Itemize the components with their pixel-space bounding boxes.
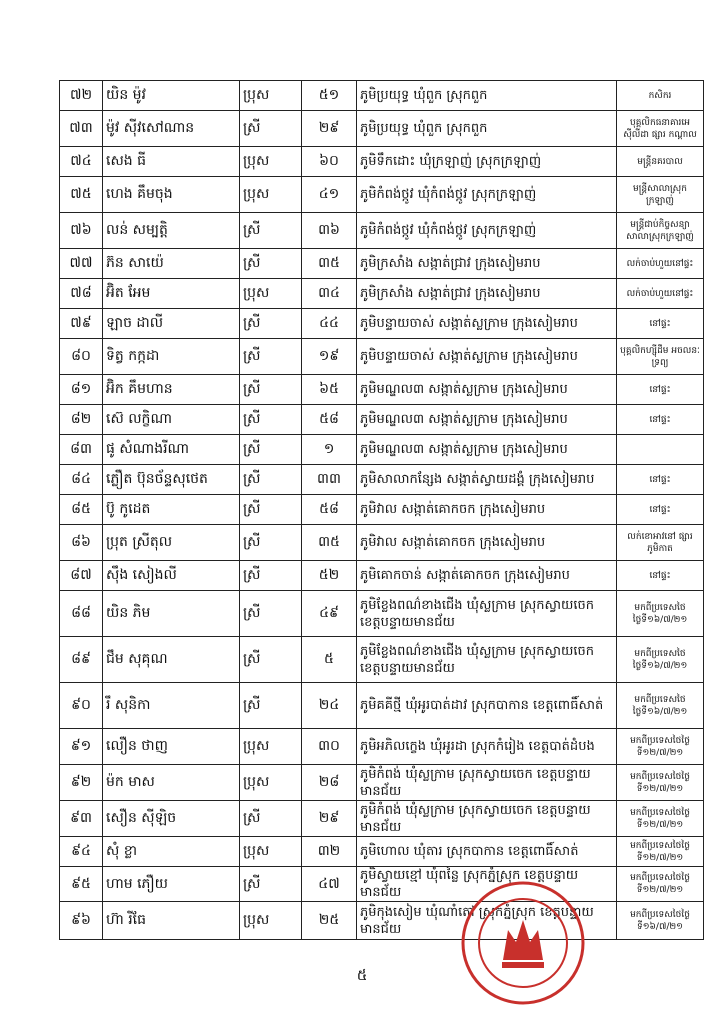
table-row: [60, 375, 704, 405]
person-note: មកពីប្រទេសថៃថ្ងៃ ទី១៦/៧/២១: [617, 902, 704, 940]
table-row: [60, 837, 704, 867]
person-age: ៣៥: [302, 525, 357, 561]
person-age: ១: [302, 435, 357, 465]
person-note: នៅផ្ទះ: [617, 465, 704, 495]
person-address: ភូមិគគីថ្មី ឃុំអូរបាត់ដាវ ស្រុកបាកាន ខេត្តពោធិ៍សាត់: [357, 683, 617, 729]
table-row: [60, 525, 704, 561]
person-note: នៅផ្ទះ: [617, 309, 704, 339]
row-number: ៨០: [60, 339, 103, 375]
row-number: ៧៩: [60, 309, 103, 339]
row-number: ៩៣: [60, 801, 103, 837]
person-name: សឿន ស៊ីឡិច: [103, 801, 240, 837]
person-sex: ស្រី: [240, 405, 302, 435]
person-name: លន់ សម្បត្តិ: [103, 213, 240, 249]
person-address: ភូមិស្វាយខ្មៅ ឃុំពន្លៃ ស្រុកភ្នំស្រុក ខេត្តបន្ទាយមានជ័យ: [357, 867, 617, 902]
row-number: ៨៩: [60, 637, 103, 683]
person-age: ៣៦: [302, 213, 357, 249]
person-sex: ប្រុស: [240, 837, 302, 867]
person-name: ហ៊ា រីធែ: [103, 902, 240, 940]
person-sex: ប្រុស: [240, 279, 302, 309]
person-name: ផូ សំណាងរីណា: [103, 435, 240, 465]
person-age: ២៨: [302, 765, 357, 801]
person-age: ៥: [302, 637, 357, 683]
table-row: [60, 405, 704, 435]
person-name: ស៊េ លក្ខិណា: [103, 405, 240, 435]
table-row: [60, 801, 704, 837]
person-note: នៅផ្ទះ: [617, 405, 704, 435]
person-age: ១៩: [302, 339, 357, 375]
person-name: ប្រុត ស្រីតុល: [103, 525, 240, 561]
table-row: [60, 147, 704, 177]
person-address: ភូមិហោល ឃុំតារ ស្រុកបាកាន ខេត្តពោធិ៍សាត់: [357, 837, 617, 867]
row-number: ៨៣: [60, 435, 103, 465]
row-number: ៧២: [60, 81, 103, 111]
person-note: លក់ចាប់ហួយនៅផ្ទះ: [617, 279, 704, 309]
person-age: ៥៨: [302, 405, 357, 435]
person-age: ៥៨: [302, 495, 357, 525]
person-address: ភូមិមណ្ឌល៣ សង្កាត់ស្លក្រាម ក្រុងសៀមរាប: [357, 405, 617, 435]
row-number: ៨៧: [60, 561, 103, 591]
person-sex: ស្រី: [240, 683, 302, 729]
person-age: ៣២: [302, 837, 357, 867]
table-row: [60, 729, 704, 765]
person-name: ហាម ភឿយ: [103, 867, 240, 902]
person-address: ភូមិខ្លែងពណ៌ខាងជើង ឃុំស្លក្រាម ស្រុកស្វាយចេក ខេត្តបន្ទាយមានជ័យ: [357, 637, 617, 683]
person-note: បុគ្គលិកហ្ស៊ីដឹម អចលនៈទ្រព្យ: [617, 339, 704, 375]
person-name: ម៉ូវ ស៊ីវសៅណាន: [103, 111, 240, 147]
person-note: នៅផ្ទះ: [617, 495, 704, 525]
records-table-container: [59, 80, 700, 940]
person-note: មកពីប្រទេសថៃថ្ងៃ ទី១២/៧/២១: [617, 837, 704, 867]
person-name: ភ្លឿត ប៊ុនច័ន្ទសុថេត: [103, 465, 240, 495]
row-number: ៧៨: [60, 279, 103, 309]
row-number: ៨៤: [60, 465, 103, 495]
person-note: មន្ត្រីជាប់កិច្ចសន្យា សាលាស្រុកក្រឡាញ់: [617, 213, 704, 249]
person-note: មកពីប្រទេសថៃ ថ្ងៃទី១៦/៧/២១: [617, 637, 704, 683]
person-address: ភូមិប្រយុទ្ធ ឃុំពួក ស្រុកពួក: [357, 111, 617, 147]
person-address: ភូមិកំពង់ថ្កូវ ឃុំកំពង់ថ្កូវ ស្រុកក្រឡាញ់: [357, 177, 617, 213]
person-name: យិន ភិម: [103, 591, 240, 637]
row-number: ៩២: [60, 765, 103, 801]
person-note: មកពីប្រទេសថៃថ្ងៃ ទី១២/៧/២១: [617, 765, 704, 801]
records-table: [59, 80, 704, 940]
person-name: ប៊ូ កូដេត: [103, 495, 240, 525]
person-address: ភូមិកុងសៀម ឃុំណាំតៅ ស្រុកភ្នំស្រុក ខេត្តបន្ទាយមានជ័យ: [357, 902, 617, 940]
table-row: [60, 339, 704, 375]
person-name: ម៉ក មាស: [103, 765, 240, 801]
row-number: ៨៦: [60, 525, 103, 561]
person-address: ភូមិកំពង់ថ្កូវ ឃុំកំពង់ថ្កូវ ស្រុកក្រឡាញ់: [357, 213, 617, 249]
person-age: ៤៤: [302, 309, 357, 339]
row-number: ៨១: [60, 375, 103, 405]
person-age: ៥២: [302, 561, 357, 591]
row-number: ៧៦: [60, 213, 103, 249]
table-row: [60, 867, 704, 902]
person-age: ៣៤: [302, 279, 357, 309]
person-sex: ប្រុស: [240, 729, 302, 765]
person-address: ភូមិមណ្ឌល៣ សង្កាត់ស្លក្រាម ក្រុងសៀមរាប: [357, 375, 617, 405]
seal-emblem-base: [502, 962, 544, 968]
official-seal-stamp: [458, 878, 588, 1008]
row-number: ៧៤: [60, 147, 103, 177]
row-number: ៧៥: [60, 177, 103, 213]
person-sex: ស្រី: [240, 867, 302, 902]
person-note: លក់ចាប់ហួយនៅផ្ទះ: [617, 249, 704, 279]
person-sex: ស្រី: [240, 637, 302, 683]
person-age: ២៩: [302, 111, 357, 147]
table-row: [60, 309, 704, 339]
person-note: មកពីប្រទេសថៃថ្ងៃ ទី១២/៧/២១: [617, 801, 704, 837]
person-name: រឹ សុនិកា: [103, 683, 240, 729]
person-sex: ប្រុស: [240, 81, 302, 111]
person-age: ២៩: [302, 801, 357, 837]
person-note: នៅផ្ទះ: [617, 561, 704, 591]
person-name: លឿន ថាញ: [103, 729, 240, 765]
person-note: នៅផ្ទះ: [617, 375, 704, 405]
person-name: សេង ធី: [103, 147, 240, 177]
person-address: ភូមិក្រសាំង សង្កាត់ជ្រាវ ក្រុងសៀមរាប: [357, 279, 617, 309]
table-row: [60, 177, 704, 213]
person-address: ភូមិគោកចាន់ សង្កាត់គោកចក ក្រុងសៀមរាប: [357, 561, 617, 591]
person-address: ភូមិអភិលក្ខេង ឃុំអូរដា ស្រុកកំរៀង ខេត្តបាត់ដំបង: [357, 729, 617, 765]
person-name: ឡាច ដាលី: [103, 309, 240, 339]
person-note: មន្ត្រីសាលាស្រុក ក្រឡាញ់: [617, 177, 704, 213]
person-name: ជឹម សុគុណ: [103, 637, 240, 683]
table-row: [60, 111, 704, 147]
table-row: [60, 435, 704, 465]
person-note: លក់ខោអាវនៅ ផ្សារភូមិកាត: [617, 525, 704, 561]
person-sex: ស្រី: [240, 525, 302, 561]
person-name: យិន ម៉ូវ: [103, 81, 240, 111]
person-sex: ស្រី: [240, 591, 302, 637]
person-note: មកពីប្រទេសថៃថ្ងៃ ទី១២/៧/២១: [617, 729, 704, 765]
table-row: [60, 683, 704, 729]
person-sex: ស្រី: [240, 801, 302, 837]
person-sex: ប្រុស: [240, 177, 302, 213]
row-number: ៩៦: [60, 902, 103, 940]
row-number: ៨២: [60, 405, 103, 435]
person-sex: ស្រី: [240, 495, 302, 525]
person-sex: ស្រី: [240, 111, 302, 147]
row-number: ៧៣: [60, 111, 103, 147]
table-row: [60, 81, 704, 111]
person-age: ២៤: [302, 683, 357, 729]
person-age: ៣៥: [302, 249, 357, 279]
person-age: ៦៥: [302, 375, 357, 405]
person-sex: ស្រី: [240, 249, 302, 279]
person-age: ៤១: [302, 177, 357, 213]
table-row: [60, 765, 704, 801]
person-sex: ប្រុស: [240, 902, 302, 940]
table-row: [60, 561, 704, 591]
person-sex: ស្រី: [240, 213, 302, 249]
person-note: មកពីប្រទេសថៃ ថ្ងៃទី១៦/៧/២១: [617, 591, 704, 637]
person-sex: ស្រី: [240, 435, 302, 465]
person-address: ភូមិប្រយុទ្ធ ឃុំពួក ស្រុកពួក: [357, 81, 617, 111]
page-number: ៥: [356, 966, 368, 984]
row-number: ៩០: [60, 683, 103, 729]
person-note: កសិករ: [617, 81, 704, 111]
table-row: [60, 249, 704, 279]
person-sex: ប្រុស: [240, 147, 302, 177]
table-row: [60, 902, 704, 940]
person-address: ភូមិវាល សង្កាត់គោកចក ក្រុងសៀមរាប: [357, 495, 617, 525]
person-name: អ៊ិត អែម: [103, 279, 240, 309]
person-sex: ស្រី: [240, 309, 302, 339]
person-age: ៣០: [302, 729, 357, 765]
person-age: ៥១: [302, 81, 357, 111]
person-sex: ស្រី: [240, 339, 302, 375]
person-address: ភូមិវាល សង្កាត់គោកចក ក្រុងសៀមរាប: [357, 525, 617, 561]
person-name: ទិត្វ កក្កដា: [103, 339, 240, 375]
person-name: ភ៊ន សាយ៉េ: [103, 249, 240, 279]
person-address: ភូមិខ្លែងពណ៌ខាងជើង ឃុំស្លក្រាម ស្រុកស្វាយចេក ខេត្តបន្ទាយមានជ័យ: [357, 591, 617, 637]
table-row: [60, 591, 704, 637]
person-sex: ស្រី: [240, 375, 302, 405]
table-row: [60, 495, 704, 525]
row-number: ៨៥: [60, 495, 103, 525]
records-table-body: [60, 81, 704, 940]
person-name: ហេង គឹមចុង: [103, 177, 240, 213]
row-number: ៩៥: [60, 867, 103, 902]
row-number: ៨៨: [60, 591, 103, 637]
person-age: ៦០: [302, 147, 357, 177]
person-age: ២៥: [302, 902, 357, 940]
person-address: ភូមិក្រសាំង សង្កាត់ជ្រាវ ក្រុងសៀមរាប: [357, 249, 617, 279]
row-number: ៧៧: [60, 249, 103, 279]
table-row: [60, 465, 704, 495]
row-number: ៩១: [60, 729, 103, 765]
table-row: [60, 279, 704, 309]
table-row: [60, 637, 704, 683]
person-name: សុំ ខ្លា: [103, 837, 240, 867]
person-sex: ប្រុស: [240, 765, 302, 801]
table-row: [60, 213, 704, 249]
person-address: ភូមិកំពង់ ឃុំស្លក្រាម ស្រុកស្វាយចេក ខេត្តបន្ទាយមានជ័យ: [357, 765, 617, 801]
person-note: បុគ្គលិកធនាគារអេស៊ីលីដា ផ្សារ កណ្តាល: [617, 111, 704, 147]
person-sex: ស្រី: [240, 561, 302, 591]
person-note: មកពីប្រទេសថៃថ្ងៃ ទី១២/៧/២១: [617, 867, 704, 902]
person-address: ភូមិសាលាកន្សែង សង្កាត់ស្វាយដង្គំ ក្រុងសៀមរាប: [357, 465, 617, 495]
person-address: ភូមិបន្ទាយចាស់ សង្កាត់ស្លក្រាម ក្រុងសៀមរាប: [357, 339, 617, 375]
person-address: ភូមិទឹកដោះ ឃុំក្រឡាញ់ ស្រុកក្រឡាញ់: [357, 147, 617, 177]
person-note: មកពីប្រទេសថៃ ថ្ងៃទី១៦/៧/២១: [617, 683, 704, 729]
person-address: ភូមិកំពង់ ឃុំស្លក្រាម ស្រុកស្វាយចេក ខេត្តបន្ទាយមានជ័យ: [357, 801, 617, 837]
person-age: ៤៩: [302, 591, 357, 637]
person-note: មន្ត្រីនគរបាល: [617, 147, 704, 177]
person-age: ៣៣: [302, 465, 357, 495]
seal-emblem: [503, 920, 543, 960]
person-note: [617, 435, 704, 465]
row-number: ៩៤: [60, 837, 103, 867]
person-address: ភូមិមណ្ឌល៣ សង្កាត់ស្លក្រាម ក្រុងសៀមរាប: [357, 435, 617, 465]
person-address: ភូមិបន្ទាយចាស់ សង្កាត់ស្លក្រាម ក្រុងសៀមរាប: [357, 309, 617, 339]
person-sex: ស្រី: [240, 465, 302, 495]
person-name: ស៊ឹង សៀងលី: [103, 561, 240, 591]
person-name: អ៊ិក គឹមហាន: [103, 375, 240, 405]
person-age: ៤៧: [302, 867, 357, 902]
